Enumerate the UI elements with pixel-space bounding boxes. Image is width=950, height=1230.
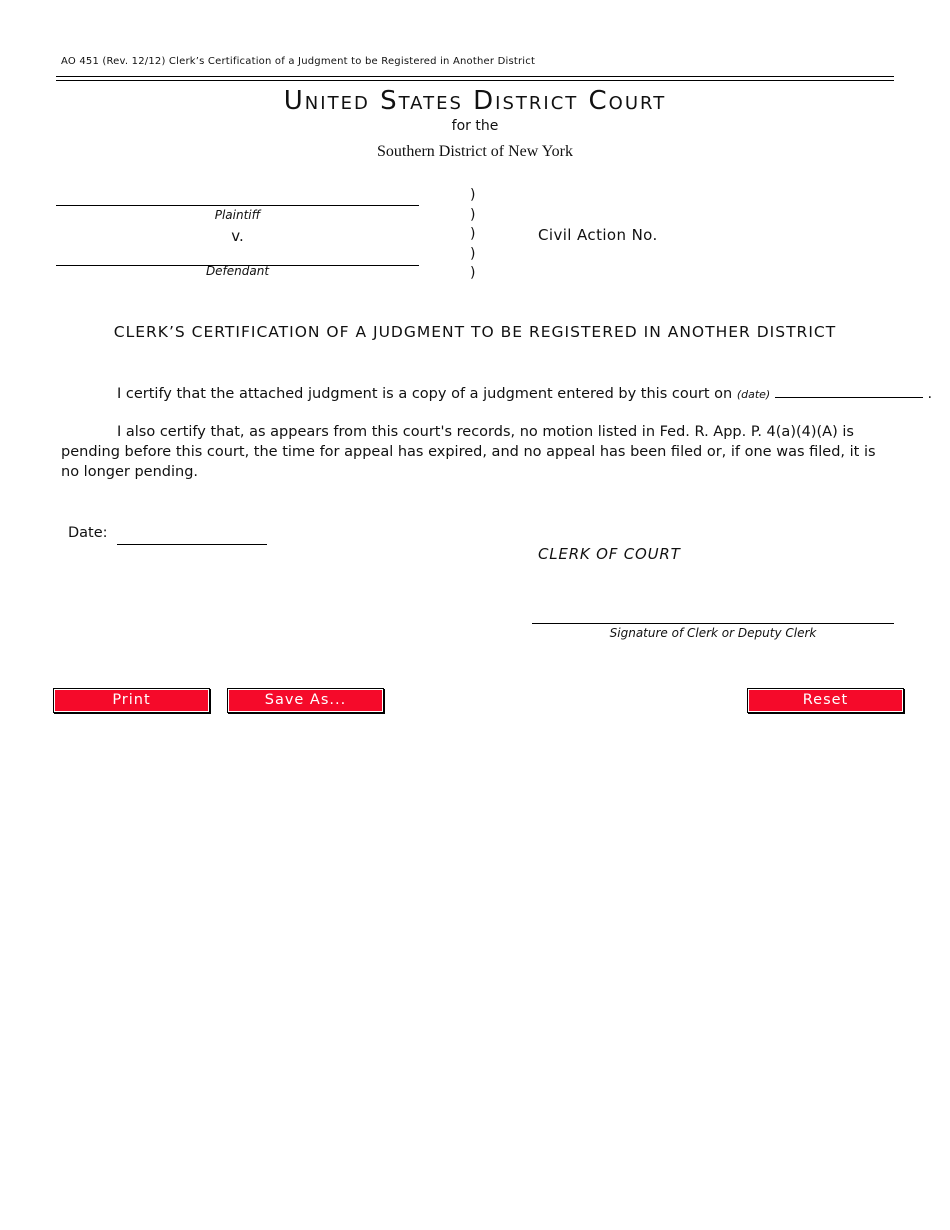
versus-label: v. xyxy=(231,227,244,245)
paren: ) xyxy=(470,265,476,281)
date-hint: (date) xyxy=(736,388,771,401)
reset-button[interactable]: Reset xyxy=(747,688,904,713)
plaintiff-field[interactable] xyxy=(56,205,419,206)
certification-paragraph-2: I also certify that, as appears from this court's records, no motion listed in Fed. R. App. P. 4(a)(4)(A) is pending before this court, the time for appeal has expired, and no appeal has been filed or, if one was filed, it is no longer pending. xyxy=(61,424,876,480)
save-as-button[interactable]: Save As... xyxy=(227,688,384,713)
date-label: Date: xyxy=(68,525,108,541)
paren: ) xyxy=(470,206,476,223)
defendant-label: Defendant xyxy=(205,264,270,278)
header-rule-bottom xyxy=(56,80,894,81)
signature-field[interactable] xyxy=(532,623,894,624)
paren: ) xyxy=(470,226,476,242)
for-the-label: for the xyxy=(451,118,499,134)
paren: ) xyxy=(470,245,476,262)
document-heading: CLERK’S CERTIFICATION OF A JUDGMENT TO BE REGISTERED IN ANOTHER DISTRICT xyxy=(113,323,837,341)
plaintiff-label: Plaintiff xyxy=(214,208,261,222)
print-button[interactable]: Print xyxy=(53,688,210,713)
form-identifier: AO 451 (Rev. 12/12) Clerk’s Certification of a Judgment to be Registered in Another District xyxy=(61,56,536,67)
court-title: United States District Court xyxy=(283,86,667,116)
para1-text: I certify that the attached judgment is a copy of a judgment entered by this court on xyxy=(117,386,733,402)
civil-action-label: Civil Action No. xyxy=(538,226,658,244)
certification-paragraph-1 xyxy=(117,383,932,405)
header-rule-top xyxy=(56,76,894,77)
clerk-of-court-label: CLERK OF COURT xyxy=(538,545,681,563)
date-field[interactable] xyxy=(117,544,267,545)
caption-parentheses xyxy=(470,186,475,284)
para1-end: . xyxy=(927,386,933,402)
judgment-date-field[interactable] xyxy=(775,383,923,398)
signature-label: Signature of Clerk or Deputy Clerk xyxy=(609,626,817,640)
paren: ) xyxy=(470,187,476,203)
district-name: Southern District of New York xyxy=(377,143,573,160)
